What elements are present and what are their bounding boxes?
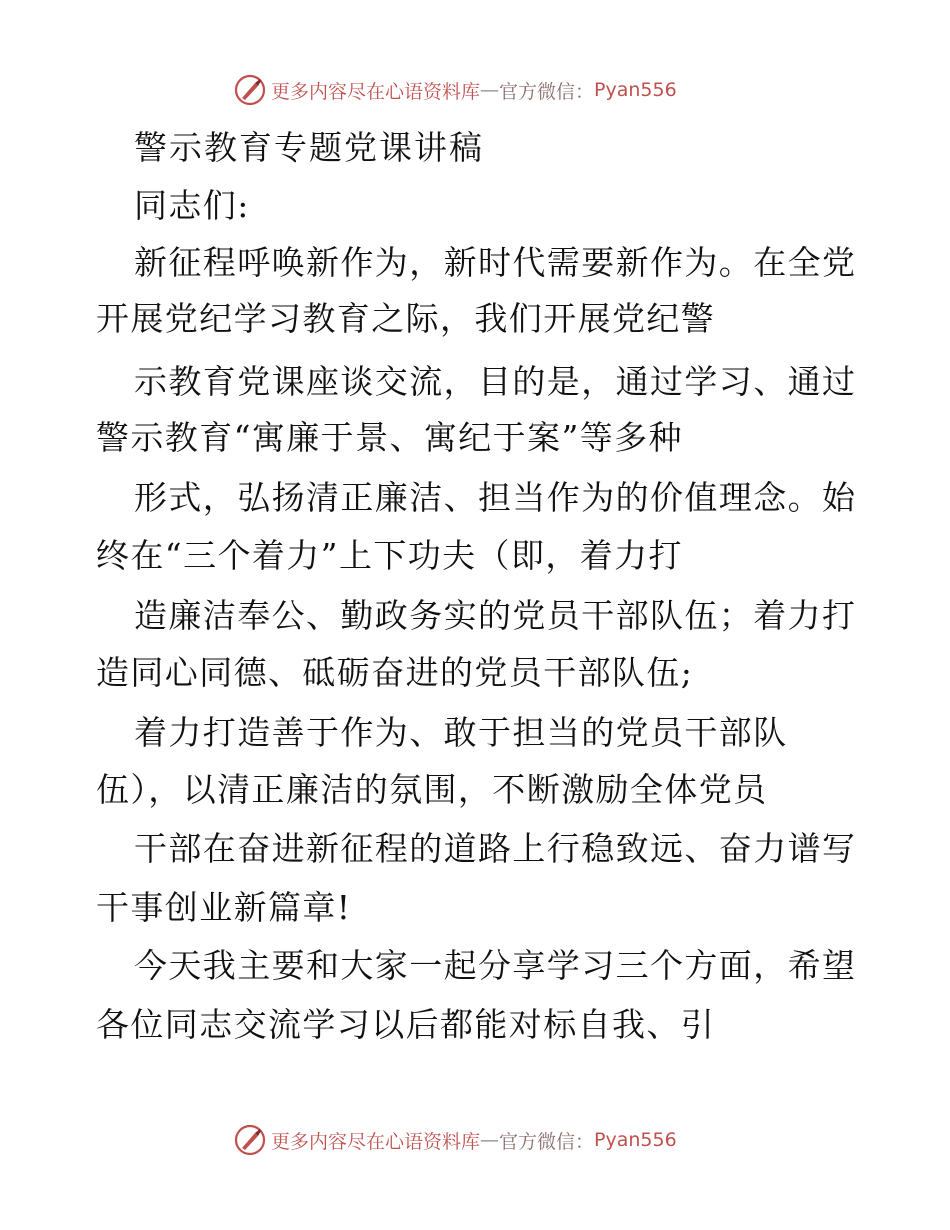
watermark-wechat-id: Pyan556 xyxy=(594,79,677,101)
text-line: 开展党纪学习教育之际，我们开展党纪警 xyxy=(96,299,716,338)
header-watermark xyxy=(233,70,713,110)
text-line: 伍），以清正廉洁的氛围，不断激励全体党员 xyxy=(96,770,768,809)
text-line: 警示教育“寓廉于景、寓纪于案”等多种 xyxy=(96,418,683,457)
watermark-wechat-label: 官方微信： xyxy=(499,80,595,103)
footer-watermark xyxy=(233,1120,713,1160)
document-title: 警示教育专题党课讲稿 xyxy=(134,128,484,167)
watermark-wechat-id: Pyan556 xyxy=(594,1129,677,1151)
quill-pen-logo-icon xyxy=(233,1123,267,1157)
text-line: 各位同志交流学习以后都能对标自我、引 xyxy=(96,1005,716,1044)
watermark-text: 更多内容尽在心语资料库 xyxy=(271,1130,481,1153)
text-line: 形式，弘扬清正廉洁、担当作为的价值理念。始 xyxy=(134,478,857,517)
text-line: 今天我主要和大家一起分享学习三个方面，希望 xyxy=(134,946,857,985)
text-line: 干部在奋进新征程的道路上行稳致远、奋力谱写 xyxy=(134,829,857,868)
text-line: 同志们: xyxy=(134,186,250,225)
quill-pen-logo-icon xyxy=(233,73,267,107)
text-line: 终在“三个着力”上下功夫（即，着力打 xyxy=(96,536,683,575)
text-line: 示教育党课座谈交流，目的是，通过学习、通过 xyxy=(134,362,857,401)
text-line: 造同心同德、砥砺奋进的党员干部队伍; xyxy=(96,653,694,692)
watermark-wechat-label: 官方微信： xyxy=(499,1130,595,1153)
text-line: 干事创业新篇章! xyxy=(96,888,352,927)
watermark-separator: — xyxy=(480,79,500,101)
text-line: 着力打造善于作为、敢于担当的党员干部队 xyxy=(134,713,788,752)
text-line: 新征程呼唤新作为，新时代需要新作为。在全党 xyxy=(134,243,857,282)
text-line: 造廉洁奉公、勤政务实的党员干部队伍；着力打 xyxy=(134,596,857,635)
watermark-text: 更多内容尽在心语资料库 xyxy=(271,80,481,103)
watermark-separator: — xyxy=(480,1129,500,1151)
